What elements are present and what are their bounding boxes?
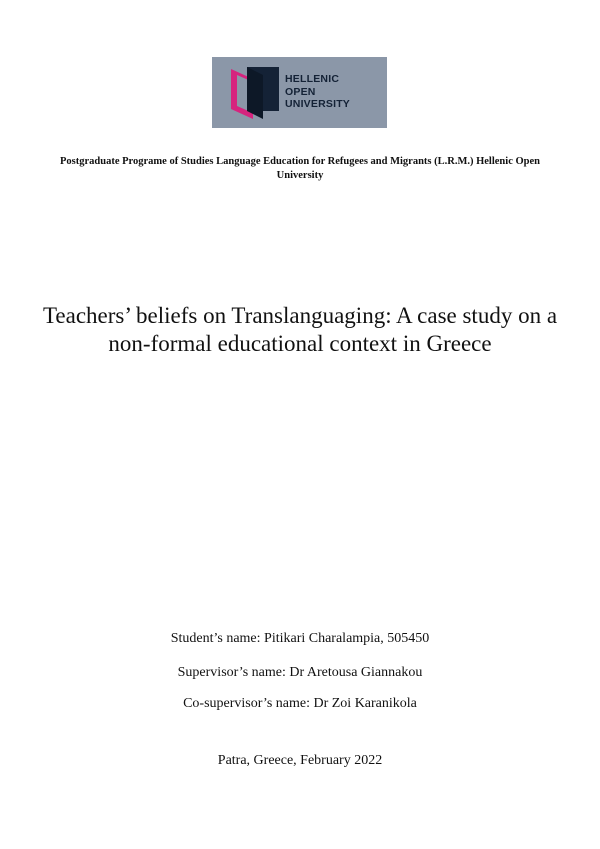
logo-text-line-1: HELLENIC [285, 73, 340, 85]
program-name: Postgraduate Programe of Studies Language Education for Refugees and Migrants (L.R.M.) Hellenic Open University [60, 156, 540, 181]
logo-text-line-3: UNIVERSITY [285, 98, 351, 110]
logo-text [285, 73, 350, 111]
thesis-title: Teachers’ beliefs on Translanguaging: A case study on a non-formal educational context in Greece [42, 303, 558, 356]
student-name: Student’s name: Pitikari Charalampia, 505450 [170, 631, 430, 646]
hellenic-open-university-book-icon [229, 65, 281, 121]
place-and-date: Patra, Greece, February 2022 [217, 753, 383, 768]
co-supervisor-name: Co-supervisor’s name: Dr Zoi Karanikola [183, 696, 417, 711]
university-logo [212, 57, 387, 128]
supervisor-name: Supervisor’s name: Dr Aretousa Giannakou [177, 665, 423, 680]
logo-text-line-2: OPEN [285, 85, 316, 98]
